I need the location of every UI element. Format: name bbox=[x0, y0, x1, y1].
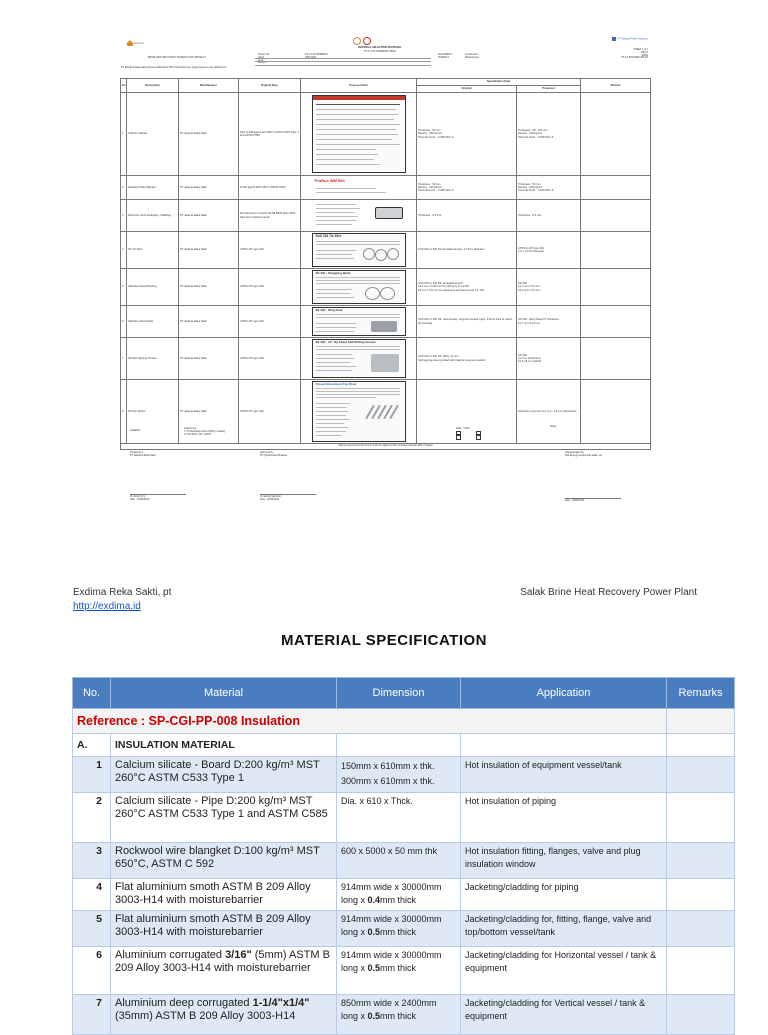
attachment-block: Attachment: 1. Product Data Sheet (PDS) / Catalog 2. ISO 9001 / CE / ASTM bbox=[184, 427, 225, 436]
col-application: Application bbox=[461, 678, 667, 709]
reference-row bbox=[73, 709, 735, 734]
table-row: 7 Aluminium deep corrugated 1-1/4"x1/4" (35mm) ASTM B 209 Alloy 3003-H14 850mm wide x 2400mm long x 0.5mm thick Jacketing/cladding for Vertical vessel / tank & equipment bbox=[73, 995, 735, 1035]
page-title: MATERIAL SPECIFICATION bbox=[281, 632, 487, 649]
table-row: 4 Flat aluminium smoth ASTM B 209 Alloy 3003-H14 with moisturebarrier 914mm wide x 30000mm long x 0.4mm thick Jacketing/cladding for piping bbox=[73, 879, 735, 911]
left-logo-text: Eksdima bbox=[134, 42, 144, 45]
signature-acknowledged: Date : 18/08/2019 bbox=[565, 498, 621, 503]
table-row: 1 Calcium Silicate PT. Eekma Reka Sakti Pipe & 200 kg/m3 and 260°C ASTM C533 Type 1 and ASTM C585 Thickness : 50 mm Density : 200 kg/m3 Thermal Cond. : 0.065 W/m.K Thickness : 50 - 100 mm Density : 220 kg/m3 Thermal Cond. : 0.065 W/m.K bbox=[121, 93, 651, 176]
meta-far-right: SHEET 1 of 1 REV 0 DATE PT.3.3.PMA.BRR.IDS.R1 bbox=[621, 48, 648, 60]
prepared-by: Prepared by PT. Eksdima Reka Sakti bbox=[130, 451, 156, 457]
client-logos-icon bbox=[350, 36, 376, 45]
checkbox-icon bbox=[456, 435, 461, 440]
product-datasheet-image: ProRox WM 960 bbox=[301, 176, 417, 200]
reference-text: Reference : SP-CGI-PP-008 Insulation bbox=[73, 709, 667, 734]
right-logo: PT. Medana Power Solutions bbox=[596, 37, 648, 41]
product-datasheet-image bbox=[301, 200, 417, 232]
sheet-note: PT. Eksdima Reka Sakti propose Material for Brine Heat Recovery project based on the attachment. bbox=[121, 66, 227, 69]
table-row: 8 SS Pop Rivets PT. Eekma Reka Sakti ASTM 167 type 304 Closed Aluminium Pop Rivet Aluminium pop rivet 3.2 mm - 4.8 mm (thickness) bbox=[121, 380, 651, 444]
signature-prepared: M. Dicky Fn N Date : 18/08/2019 bbox=[130, 494, 186, 502]
col-original-spec: Original Spec bbox=[239, 79, 301, 93]
col-dimension: Dimension bbox=[337, 678, 461, 709]
sheet-title: MATERIAL SELECTION APPROVAL bbox=[358, 46, 402, 49]
sheet-header bbox=[120, 34, 650, 78]
table-row: 2 Rockwool Wire Blanket PT. Eekma Reka Sakti D:100 kg/m3 MST 650°C ASTM C592 ProRox WM 960 Thickness : 50 mm Density : 100 kg/m3 Thermal Cond. : 0.036 W/m.K Thickness : 50 mm Density : 100 kg/m3 Thermal Cond. : 0.036 W/m.K bbox=[121, 176, 651, 200]
section-row bbox=[73, 734, 735, 757]
col-remark: Remark bbox=[581, 79, 651, 93]
col-original: Original bbox=[417, 86, 517, 93]
meta-right-labels: DOCUMENT SUBJECT bbox=[438, 53, 452, 59]
product-datasheet-image: SS 304 - Strapping Band bbox=[301, 269, 417, 306]
project-name: BRINE HEAT RECOVERY POWER PLANT PROJECT bbox=[148, 56, 206, 59]
table-row: 3 Aluminium Roll Jacketing / Cladding PT. Eekma Reka Sakti Flat aluminium smooth ASTM B209 Alloy 3003 H14 with moisture barrier Thickness : 0.5 mm Thickness : 0.5 mm bbox=[121, 200, 651, 232]
table-row: 1 Calcium silicate - Board D:200 kg/m³ MST 260°C ASTM C533 Type 1 150mm x 610mm x thk. 300mm x 610mm x thk. Hot insulation of equipment vessel/tank bbox=[73, 757, 735, 793]
table-row: 5 Stainless Steel Banding PT. Eekma Reka Sakti ASTM 167 type 304 SS 304 - Strapping Band SUS 304 or 304 SS, annealed temper 12.5 mm x 0.50 mm for piping up to 14"OD 19 mm x 0.5 mm for equipment and piping over 14" OD SS 304 12.7 mm x 0.5 mm 19.0 mm x 0.5 mm bbox=[121, 269, 651, 306]
section-title: INSULATION MATERIAL bbox=[111, 734, 337, 757]
table-row: 5 Flat aluminium smoth ASTM B 209 Alloy 3003-H14 with moisturebarrier 914mm wide x 30000mm long x 0.5mm thick Jacketing/cladding for, fitting, flange, valve and top/bottom vessel/tank bbox=[73, 911, 735, 947]
table-row: 2 Calcium silicate - Pipe D:200 kg/m³ MST 260°C ASTM C533 Type 1 and ASTM C585 Dia. x 610 x Thck. Hot insulation of piping bbox=[73, 793, 735, 843]
checkbox-icon bbox=[476, 435, 481, 440]
col-no: No bbox=[121, 79, 127, 93]
approval-table bbox=[120, 78, 651, 450]
col-specification-data: Specification Data bbox=[417, 79, 581, 86]
company-link[interactable]: http://exdima.id bbox=[73, 601, 141, 612]
table-row: 3 Rockwool wire blangket D:100 kg/m³ MST 650°C, ASTM C 592 600 x 5000 x 50 mm thk Hot insulation fitting, flanges, valve and plug insulation window bbox=[73, 843, 735, 879]
sheet-doc-number: PT.3.3.01.ODSB0007-0001 bbox=[364, 50, 396, 53]
col-no: No. bbox=[73, 678, 111, 709]
product-datasheet-image: SUS 304 Tie Wire bbox=[301, 232, 417, 269]
company-name: Exdima Reka Sakti, pt bbox=[73, 587, 172, 598]
project-name: Salak Brine Heat Recovery Power Plant bbox=[520, 587, 697, 598]
table-row: 4 SS Tie Wire PT. Eekma Reka Sakti ASTM 167 type 304 SUS 304 Tie Wire SUS 304 or 304 SS annealed temper, 1.27mm diameter ASTM A 167 type 304 1.2 x 10 mm diameter bbox=[121, 232, 651, 269]
table-row: 6 Aluminium corrugated 3/16" (5mm) ASTM B 209 Alloy 3003-H14 with moisturebarrier 914mm wide x 30000mm long x 0.5mm thick Jacketing/cladding for Horizontal vessel / tank & equipment bbox=[73, 947, 735, 995]
approval-sheet-page bbox=[120, 34, 650, 524]
material-spec-table bbox=[72, 677, 735, 1035]
meta-right-values: Construction Material spec bbox=[465, 53, 480, 59]
table-row: 7 SS Self Tapping Screws PT. Eekma Reka Sakti ASTM 167 type 304 SS 304 - 12" Tip Sheet Self Drilling Screws SUS 304 or 304 SS, #8 by 12 mm Self tapping sheet pointed with integral neoprene washer SS 304 4.2 mm (thickness) 12 & 19 mm (width) bbox=[121, 338, 651, 380]
meta-left-values: PT.3.3.01.ODSB0007 SKB GEM bbox=[305, 53, 328, 59]
signature-approved: R. Ikpotus Saryanto Date : 18/08/2019 bbox=[260, 494, 316, 502]
approval-note: Having reviewed the document, kindly be approved this proposed material within 3 (days) bbox=[121, 444, 651, 450]
product-datasheet-image: SS 304 - 12" Tip Sheet Self Drilling Screws bbox=[301, 338, 417, 380]
legend-label: LEGEND: bbox=[130, 429, 141, 432]
notes-label: Notes: bbox=[550, 425, 557, 428]
col-proposed: Proposed bbox=[517, 86, 581, 93]
product-datasheet-image: Closed Aluminium Pop Rivet bbox=[301, 380, 417, 444]
product-datasheet-image: SS 304 - Wing Seal bbox=[301, 306, 417, 338]
status-checkboxes: ORG COPY bbox=[456, 428, 482, 440]
col-material: Material bbox=[111, 678, 337, 709]
table-row: 6 Stainless Steel Seals PT. Eekma Reka Sakti ASTM 167 type 304 SS 304 - Wing Seal SUS 304 or 304 SS, hard temper, wing and closed types, 0.5mm thick to match the banding SS 304 - Wing Seal 0.5" thickness 12.7 mm & 19 mm bbox=[121, 306, 651, 338]
col-remarks: Remarks bbox=[667, 678, 735, 709]
approved-by: Approved by PT. Tjipta Kreasi Pratama bbox=[260, 451, 288, 457]
acknowledged-by: Acknowledged by Star Energy Geothermal Salak, Ltd bbox=[565, 451, 603, 457]
medana-logo-icon bbox=[612, 37, 616, 41]
col-proposed-item: Proposed Item bbox=[301, 79, 417, 93]
col-manufacturer: Manufacturer bbox=[179, 79, 239, 93]
product-datasheet-image bbox=[301, 93, 417, 176]
section-letter: A. bbox=[73, 734, 111, 757]
col-description: Description bbox=[127, 79, 179, 93]
meta-left-labels: Project No Client Area Ref No bbox=[258, 53, 270, 65]
